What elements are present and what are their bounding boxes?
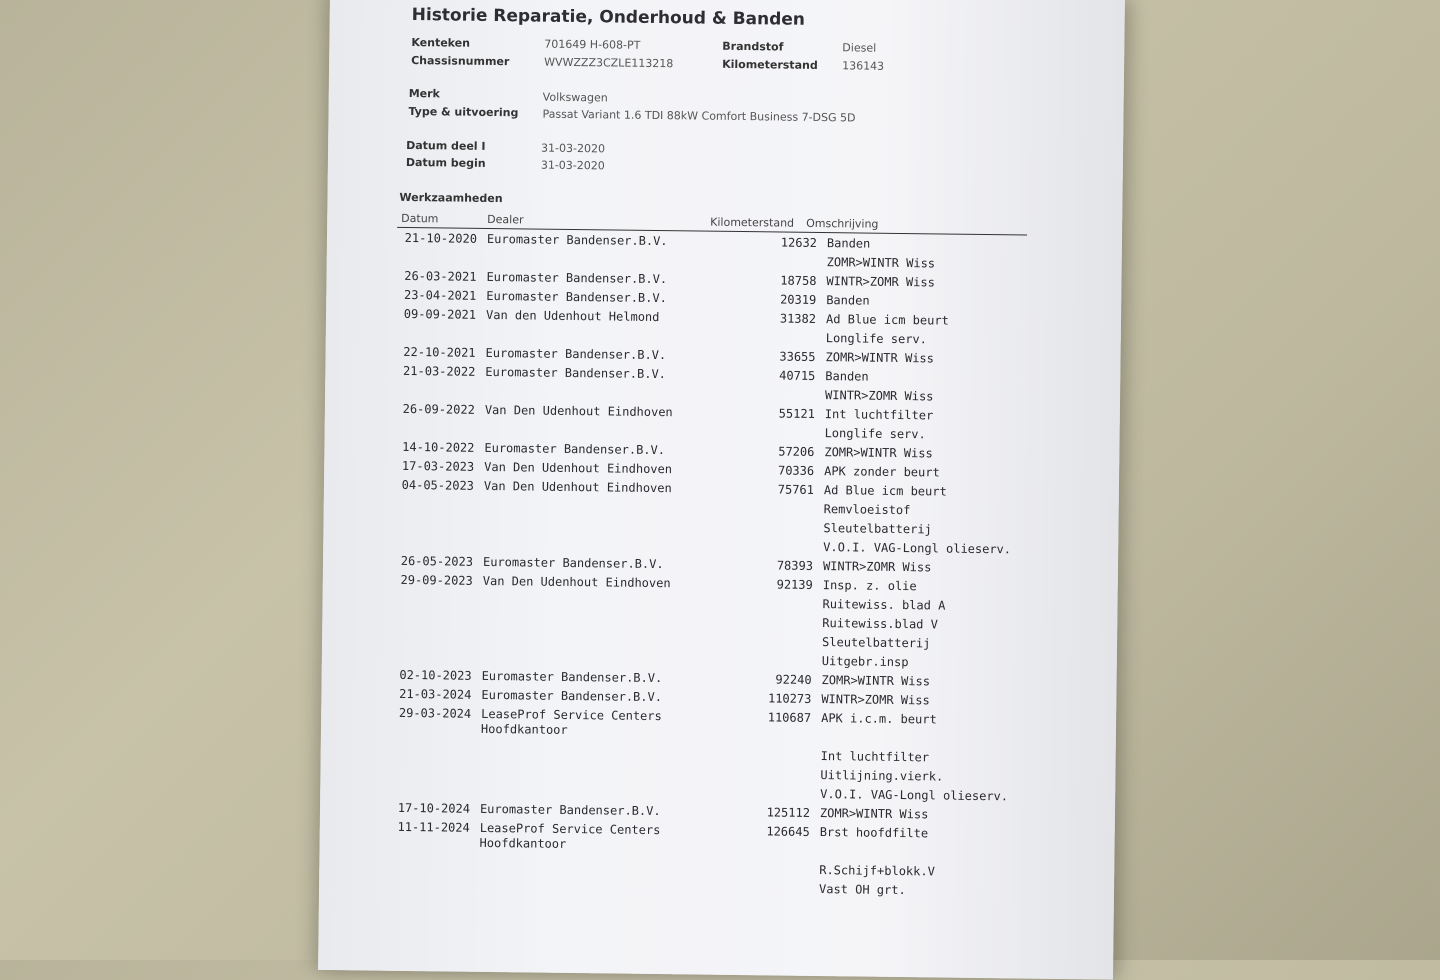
row-dealer: Van den Udenhout Helmond <box>485 307 660 325</box>
row-dealer: Euromaster Bandenser.B.V. <box>484 440 666 458</box>
row-kilometerstand: 40715 <box>779 368 816 383</box>
row-date: 26-09-2022 <box>402 401 475 417</box>
row-date: 22-10-2021 <box>403 344 476 360</box>
omschrijving-line: Uitgebr.insp <box>821 654 909 670</box>
omschrijving-line: Longlife serv. <box>825 331 928 347</box>
datum-begin-value: 31-03-2020 <box>540 158 605 173</box>
row-omschrijving <box>823 483 1064 562</box>
column-header-datum: Datum <box>401 211 439 226</box>
omschrijving-line: Int luchtfilter <box>824 407 934 423</box>
row-dealer: Euromaster Bandenser.B.V. <box>486 231 668 249</box>
row-kilometerstand: 92139 <box>776 577 813 592</box>
datum-deel-value: 31-03-2020 <box>541 141 606 156</box>
omschrijving-line: ZOMR>WINTR Wiss <box>824 445 933 461</box>
row-dealer: Euromaster Bandenser.B.V. <box>485 364 667 382</box>
omschrijving-line: Insp. z. olie <box>822 578 917 594</box>
row-date: 21-03-2022 <box>403 363 476 379</box>
row-kilometerstand: 31382 <box>779 311 817 326</box>
table-row <box>380 706 1031 809</box>
row-kilometerstand: 125112 <box>766 805 811 820</box>
chassis-label: Chassisnummer <box>411 53 510 69</box>
table-row <box>379 820 1030 904</box>
document-sheet <box>318 0 1125 980</box>
row-kilometerstand: 110687 <box>767 710 812 725</box>
row-date: 11-11-2024 <box>397 819 470 835</box>
omschrijving-line: Uitlijning.vierk. <box>820 768 944 784</box>
row-date: 26-05-2023 <box>400 553 474 569</box>
merk-label: Merk <box>408 86 440 101</box>
column-header-kilometerstand: Kilometerstand <box>710 215 795 230</box>
table-row <box>383 478 1034 562</box>
row-dealer: LeaseProf Service Centers Hoofdkantoor <box>480 706 662 737</box>
row-kilometerstand: 12632 <box>780 235 818 250</box>
omschrijving-line: APK zonder beurt <box>824 464 940 480</box>
kilometerstand-value: 136143 <box>842 59 885 73</box>
omschrijving-line: Ad Blue icm beurt <box>823 483 947 499</box>
datum-begin-label: Datum begin <box>405 155 486 170</box>
row-dealer: Euromaster Bandenser.B.V. <box>481 687 663 705</box>
omschrijving-line: Ruitewiss. blad A <box>822 597 946 613</box>
omschrijving-line: Vast OH grt. <box>818 882 906 898</box>
row-dealer: Van Den Udenhout Eindhoven <box>483 478 672 496</box>
row-dealer: LeaseProf Service Centers Hoofdkantoor <box>479 820 661 851</box>
omschrijving-line: WINTR>ZOMR Wiss <box>825 388 934 404</box>
werkzaamheden-table <box>379 231 1037 904</box>
row-omschrijving <box>825 369 1065 410</box>
omschrijving-line: WINTR>ZOMR Wiss <box>826 274 935 290</box>
omschrijving-line: ZOMR>WINTR Wiss <box>819 806 929 822</box>
omschrijving-line: V.O.I. VAG-Longl olieserv. <box>820 787 1009 804</box>
row-kilometerstand: 55121 <box>778 406 815 421</box>
omschrijving-line: Remvloeistof <box>823 502 911 518</box>
row-kilometerstand: 126645 <box>766 824 810 839</box>
brandstof-value: Diesel <box>842 41 877 55</box>
row-dealer: Euromaster Bandenser.B.V. <box>479 801 661 819</box>
row-date: 29-09-2023 <box>400 572 473 588</box>
omschrijving-line: ZOMR>WINTR Wiss <box>826 255 936 271</box>
row-dealer: Van Den Udenhout Eindhoven <box>484 402 673 420</box>
omschrijving-line: Longlife serv. <box>824 426 926 442</box>
row-date: 02-10-2023 <box>399 667 472 683</box>
row-kilometerstand: 110273 <box>767 691 812 706</box>
row-omschrijving <box>827 236 1067 277</box>
datum-deel-label: Datum deel I <box>406 138 486 153</box>
row-kilometerstand: 57206 <box>778 444 815 459</box>
row-date: 21-10-2020 <box>404 230 478 246</box>
omschrijving-line: Ruitewiss.blad V <box>822 616 938 632</box>
row-date: 17-10-2024 <box>397 800 471 816</box>
omschrijving-line: Ad Blue icm beurt <box>825 312 949 328</box>
omschrijving-line: R.Schijf+blokk.V <box>819 863 935 879</box>
row-omschrijving <box>824 407 1064 448</box>
row-dealer: Euromaster Bandenser.B.V. <box>485 345 667 363</box>
type-label: Type & uitvoering <box>408 104 519 120</box>
omschrijving-line: Sleutelbatterij <box>823 521 932 537</box>
row-date: 23-04-2021 <box>403 287 477 303</box>
row-date: 09-09-2021 <box>403 306 477 322</box>
kenteken-value: 701649 H-608-PT <box>544 37 641 52</box>
werkzaamheden-title: Werkzaamheden <box>399 190 503 206</box>
column-header-omschrijving: Omschrijving <box>806 216 879 231</box>
omschrijving-line: Banden <box>826 236 871 251</box>
omschrijving-line: WINTR>ZOMR Wiss <box>822 559 932 575</box>
row-date: 26-03-2021 <box>404 268 477 284</box>
row-omschrijving <box>826 312 1066 353</box>
omschrijving-line: Int luchtfilter <box>820 749 930 765</box>
row-dealer: Euromaster Bandenser.B.V. <box>482 554 664 572</box>
omschrijving-line: ZOMR>WINTR Wiss <box>821 673 931 689</box>
omschrijving-line: Banden <box>825 369 869 384</box>
row-date: 04-05-2023 <box>401 477 475 493</box>
kilometerstand-label: Kilometerstand <box>722 57 818 72</box>
row-date: 17-03-2023 <box>401 458 475 474</box>
column-header-dealer: Dealer <box>487 212 524 227</box>
row-date: 29-03-2024 <box>398 705 472 721</box>
merk-value: Volkswagen <box>542 90 608 105</box>
row-omschrijving <box>820 711 1061 809</box>
table-row <box>382 573 1033 676</box>
row-omschrijving <box>819 825 1060 904</box>
brandstof-label: Brandstof <box>722 39 784 54</box>
chassis-value: WVWZZZ3CZLE113218 <box>544 55 674 71</box>
row-kilometerstand: 18758 <box>780 273 817 288</box>
row-omschrijving <box>822 578 1063 676</box>
omschrijving-line: Brst hoofdfilte <box>819 825 929 841</box>
row-date: 21-03-2024 <box>399 686 472 702</box>
omschrijving-line: ZOMR>WINTR Wiss <box>825 350 935 366</box>
row-kilometerstand: 20319 <box>780 292 817 307</box>
row-kilometerstand: 92240 <box>775 672 812 687</box>
type-value: Passat Variant 1.6 TDI 88kW Comfort Business 7-DSG 5D <box>542 107 856 125</box>
row-dealer: Euromaster Bandenser.B.V. <box>486 269 668 287</box>
row-kilometerstand: 33655 <box>779 349 816 364</box>
omschrijving-line: Sleutelbatterij <box>821 635 931 651</box>
row-dealer: Euromaster Bandenser.B.V. <box>481 668 663 686</box>
kenteken-label: Kenteken <box>411 35 471 50</box>
row-dealer: Van Den Udenhout Eindhoven <box>482 573 671 591</box>
row-kilometerstand: 78393 <box>776 558 814 573</box>
row-kilometerstand: 70336 <box>777 463 815 478</box>
omschrijving-line: WINTR>ZOMR Wiss <box>821 692 930 708</box>
row-dealer: Euromaster Bandenser.B.V. <box>486 288 667 306</box>
row-date: 14-10-2022 <box>402 439 475 455</box>
row-dealer: Van Den Udenhout Eindhoven <box>484 459 673 477</box>
omschrijving-line: Banden <box>826 293 870 308</box>
omschrijving-line: V.O.I. VAG-Longl olieserv. <box>823 540 1012 557</box>
row-kilometerstand: 75761 <box>777 482 815 497</box>
omschrijving-line: APK i.c.m. beurt <box>821 711 937 727</box>
document-title: Historie Reparatie, Onderhoud & Banden <box>411 5 806 30</box>
